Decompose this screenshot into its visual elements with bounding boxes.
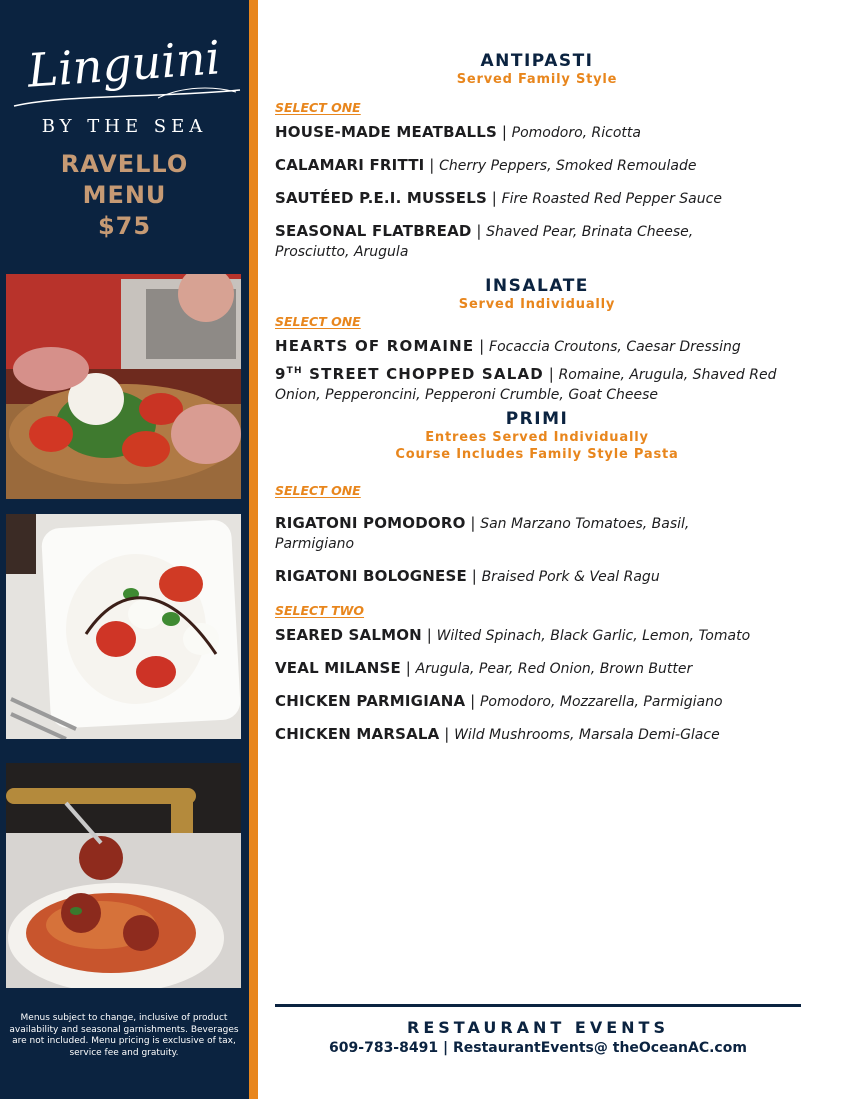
menu-item	[275, 222, 745, 262]
item-desc: Fire Roasted Red Pepper Sauce	[501, 191, 722, 207]
antipasti-title: ANTIPASTI	[480, 51, 594, 71]
primi-title: PRIMI	[505, 409, 569, 429]
menu-name-line2: MENU	[82, 181, 167, 209]
footer-divider	[275, 1004, 801, 1007]
photo-spaghetti-meatballs	[6, 763, 241, 988]
antipasti-subtitle: Served Family Style	[456, 72, 618, 87]
separator: |	[476, 222, 482, 240]
disclaimer-text: Menus subject to change, inclusive of product availability and seasonal garnishments. Beverages are not included. Menu pricing is exclusive of tax, service fee and gratuity.	[9, 1013, 239, 1058]
footer-contact	[275, 1040, 801, 1056]
item-name: CALAMARI FRITTI	[275, 156, 425, 174]
item-name: SAUTÉED P.E.I. MUSSELS	[275, 189, 487, 207]
separator: |	[470, 514, 476, 532]
item-name: HEARTS OF ROMAINE	[275, 337, 475, 355]
separator: |	[491, 189, 497, 207]
item-desc: Braised Pork & Veal Ragu	[481, 569, 660, 585]
item-desc: Arugula, Pear, Red Onion, Brown Butter	[415, 661, 693, 677]
item-name: RIGATONI BOLOGNESE	[275, 567, 467, 585]
menu-item	[275, 626, 810, 646]
item-name: SEARED SALMON	[275, 626, 422, 644]
item-name: 9TH STREET CHOPPED SALAD	[275, 365, 544, 383]
menu-item	[275, 725, 810, 745]
contact-email[interactable]: RestaurantEvents@ theOceanAC.com	[452, 1040, 747, 1056]
primi-subtitle-1: Entrees Served Individually	[425, 430, 649, 445]
separator: |	[426, 626, 432, 644]
item-desc: Wild Mushrooms, Marsala Demi-Glace	[454, 727, 720, 743]
separator: |	[471, 567, 477, 585]
item-desc: Pomodoro, Mozzarella, Parmigiano	[479, 694, 723, 710]
menu-item	[275, 362, 815, 405]
sidebar	[0, 0, 249, 1099]
menu-price: $75	[97, 212, 152, 240]
menu-name-line1: RAVELLO	[60, 150, 189, 178]
item-name: CHICKEN MARSALA	[275, 725, 440, 743]
separator: |	[470, 692, 476, 710]
item-desc: Romaine, Arugula, Shaved Red Onion, Pepperoncini, Pepperoni Crumble, Goat Cheese	[275, 367, 777, 403]
item-desc: Pomodoro, Ricotta	[511, 125, 641, 141]
item-desc: Focaccia Croutons, Caesar Dressing	[489, 339, 741, 355]
primi-select-one-label: SELECT ONE	[275, 483, 361, 498]
separator: |	[501, 123, 507, 141]
item-name: CHICKEN PARMIGIANA	[275, 692, 466, 710]
menu-item	[275, 692, 810, 712]
separator: |	[444, 725, 450, 743]
item-name: VEAL MILANSE	[275, 659, 401, 677]
primi-select-two-label: SELECT TWO	[275, 603, 365, 618]
menu-item	[275, 659, 810, 679]
insalate-title: INSALATE	[485, 276, 589, 296]
footer-title: RESTAURANT EVENTS	[407, 1018, 669, 1037]
separator: |	[548, 365, 554, 383]
menu-item	[275, 156, 810, 176]
contact-phone[interactable]: 609-783-8491	[329, 1040, 439, 1056]
insalate-subtitle: Served Individually	[458, 297, 616, 312]
logo-subtitle: BY THE SEA	[41, 116, 208, 137]
item-desc: Shaved Pear, Brinata Cheese, Prosciutto, Arugula	[275, 224, 694, 260]
menu-item	[275, 567, 810, 587]
item-name: HOUSE-MADE MEATBALLS	[275, 123, 498, 141]
insalate-select-label: SELECT ONE	[275, 314, 361, 329]
menu-item	[275, 514, 745, 554]
photo-caprese-plate	[6, 514, 241, 739]
linguini-logo	[8, 28, 243, 118]
menu-item	[275, 123, 810, 143]
separator: |	[442, 1040, 449, 1056]
orange-accent-strip	[249, 0, 258, 1099]
item-desc: Wilted Spinach, Black Garlic, Lemon, Tomato	[436, 628, 751, 644]
primi-subtitle-2: Course Includes Family Style Pasta	[395, 447, 679, 462]
item-desc: Cherry Peppers, Smoked Remoulade	[439, 158, 697, 174]
separator: |	[429, 156, 435, 174]
antipasti-select-label: SELECT ONE	[275, 100, 361, 115]
item-name: RIGATONI POMODORO	[275, 514, 466, 532]
photo-burrata-board	[6, 274, 241, 499]
menu-item	[275, 189, 810, 209]
item-name: SEASONAL FLATBREAD	[275, 222, 472, 240]
separator: |	[479, 337, 485, 355]
menu-item	[275, 337, 810, 357]
item-desc: San Marzano Tomatoes, Basil, Parmigiano	[275, 516, 690, 552]
separator: |	[405, 659, 411, 677]
logo-script-text: Linguini	[25, 30, 223, 98]
